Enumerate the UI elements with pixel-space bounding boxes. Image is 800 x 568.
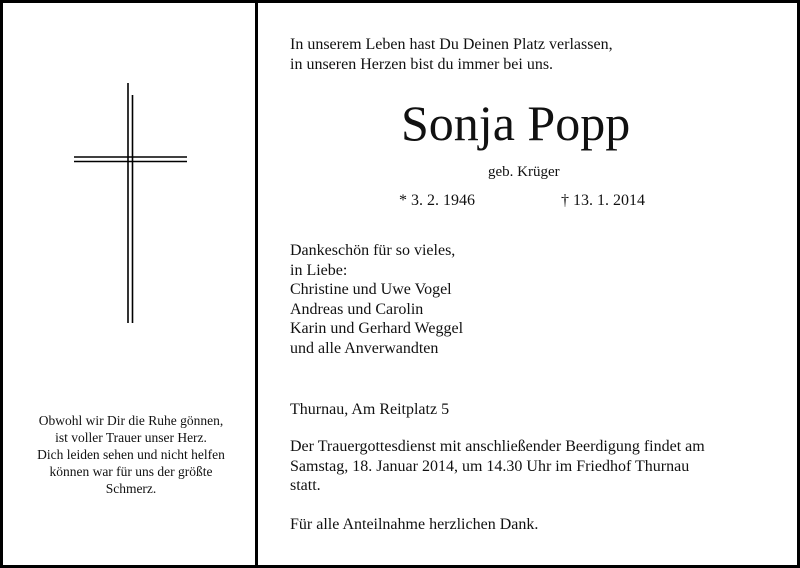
poem-line: können war für uns der größte (49, 464, 213, 479)
right-column (259, 3, 797, 565)
poem-line: Obwohl wir Dir die Ruhe gönnen, (38, 413, 224, 428)
poem-line: Dich leiden sehen und nicht helfen (37, 447, 225, 462)
mourner-line: Christine und Uwe Vogel (290, 281, 452, 298)
cross-icon (3, 3, 255, 343)
mourner-line: in Liebe: (290, 261, 348, 279)
poem-line: ist voller Trauer unser Herz. (55, 430, 207, 445)
mourner-line: Andreas und Carolin (290, 300, 424, 318)
address: Thurnau, Am Reitplatz 5 (290, 401, 450, 418)
service-info (290, 437, 705, 496)
deceased-name: Sonja Popp (401, 95, 631, 151)
left-column (3, 3, 255, 565)
death-date: † 13. 1. 2014 (561, 192, 645, 209)
opening-line: In unserem Leben hast Du Deinen Platz verlassen, (290, 36, 613, 53)
birth-date: * 3. 2. 1946 (399, 192, 475, 209)
service-line: Der Trauergottesdienst mit anschließender Beerdigung findet am (290, 438, 705, 455)
mourner-line: und alle Anverwandten (290, 339, 439, 357)
closing-thanks: Für alle Anteilnahme herzlichen Dank. (290, 516, 539, 533)
opening-line: in unseren Herzen bist du immer bei uns. (290, 55, 554, 73)
poem-line: Schmerz. (105, 481, 157, 496)
service-line: Samstag, 18. Januar 2014, um 14.30 Uhr im Friedhof Thurnau (290, 457, 690, 475)
mourner-line: Dankeschön für so vieles, (290, 242, 456, 259)
mourners-list (290, 241, 463, 358)
left-poem (11, 412, 251, 497)
birth-name: geb. Krüger (488, 164, 560, 180)
opening-verse (290, 35, 613, 74)
service-line: statt. (290, 477, 321, 494)
column-divider (255, 3, 258, 565)
mourner-line: Karin und Gerhard Weggel (290, 320, 464, 337)
